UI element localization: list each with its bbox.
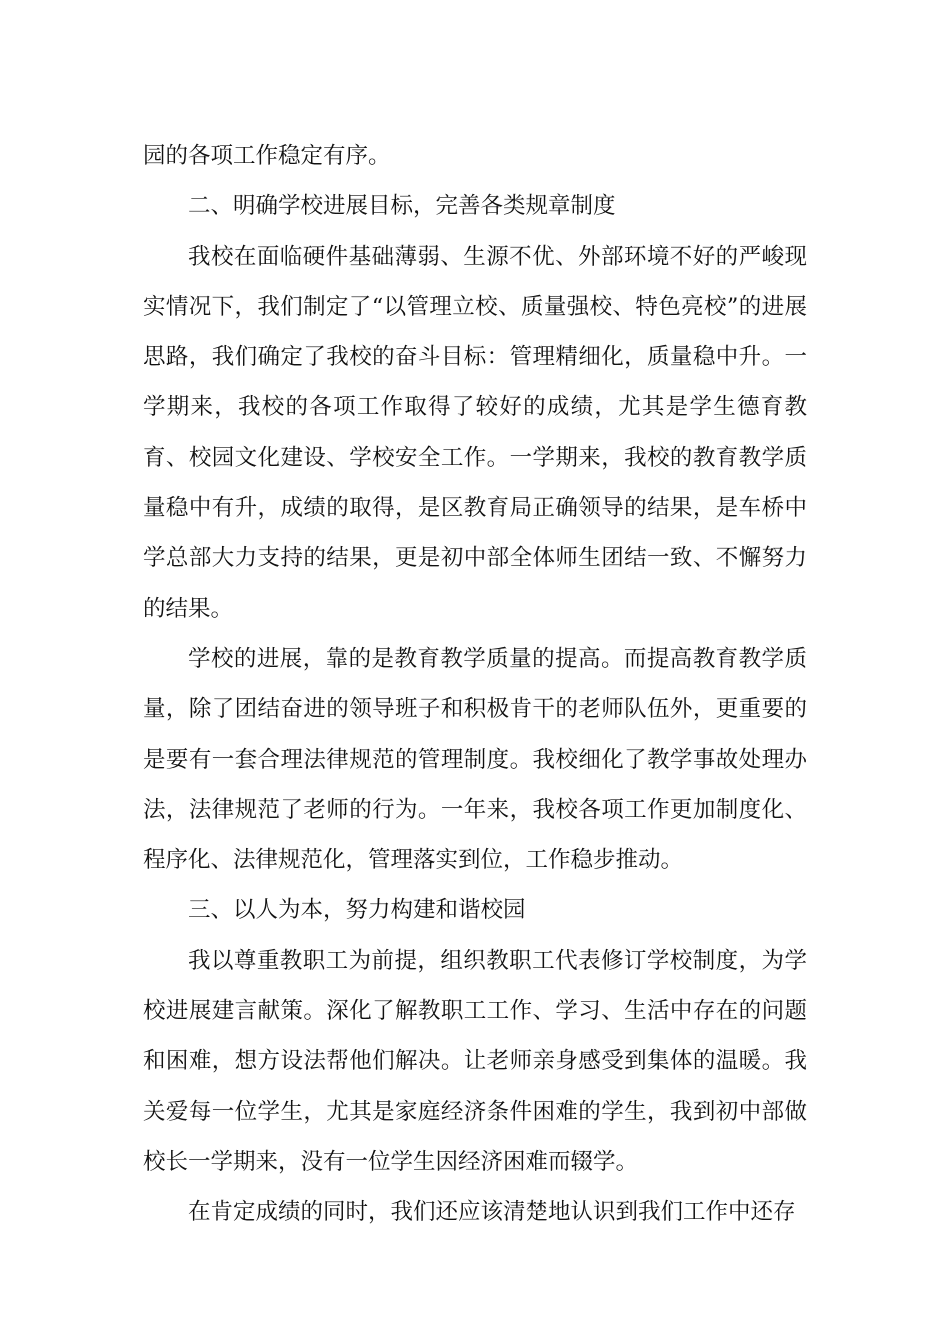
paragraph-goals: 我校在面临硬件基础薄弱、生源不优、外部环境不好的严峻现实情况下，我们制定了“以管理立校、质量强校、特色亮校”的进展思路，我们确定了我校的奋斗目标：管理精细化，质量稳中升。一学期来，我校的各项工作取得了较好的成绩，尤其是学生德育教育、校园文化建设、学校安全工作。一学期来，我校的教育教学质量稳中有升，成绩的取得，是区教育局正确领导的结果，是车桥中学总部大力支持的结果，更是初中部全体师生团结一致、不懈努力的结果。: [143, 243, 807, 622]
paragraph-reflection: 在肯定成绩的同时，我们还应该清楚地认识到我们工作中还存: [188, 1199, 796, 1226]
section-heading-three: 三、以人为本，努力构建和谐校园: [188, 897, 526, 924]
document-body: [143, 131, 807, 1238]
paragraph-continuation: 园的各项工作稳定有序。: [143, 143, 391, 169]
paragraph-management: 学校的进展，靠的是教育教学质量的提高。而提高教育教学质量，除了团结奋进的领导班子和积极肯干的老师队伍外，更重要的是要有一套合理法律规范的管理制度。我校细化了教学事故处理办法，法律规范了老师的行为。一年来，我校各项工作更加制度化、程序化、法律规范化，管理落实到位，工作稳步推动。: [143, 645, 807, 874]
section-heading-two: 二、明确学校进展目标，完善各类规章制度: [188, 193, 616, 220]
paragraph-people: 我以尊重教职工为前提，组织教职工代表修订学校制度，为学校进展建言献策。深化了解教职工工作、学习、生活中存在的问题和困难，想方设法帮他们解决。让老师亲身感受到集体的温暖。我关爱每一位学生，尤其是家庭经济条件困难的学生，我到初中部做校长一学期来，没有一位学生因经济困难而辍学。: [143, 947, 807, 1175]
